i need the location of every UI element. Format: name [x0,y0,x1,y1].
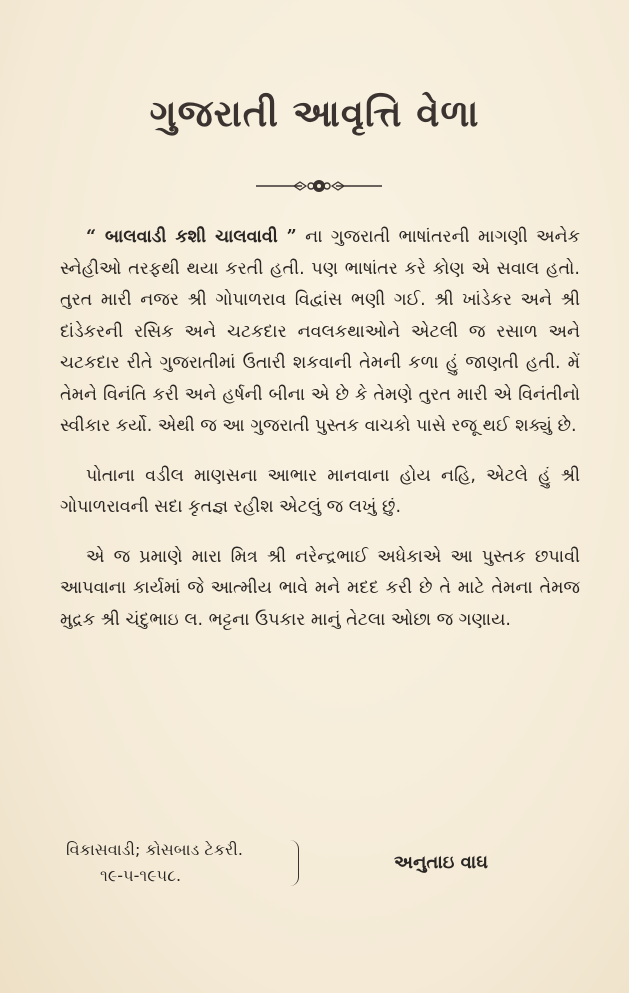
paragraph-3: એ જ પ્રમાણે મારા મિત્ર શ્રી નરેન્દ્રભાઈ અધેકાએ આ પુસ્તક છપાવી આપવાના કાર્યમાં જે આત્મીય ભાવે મને મદદ કરી છે તે માટે તેમના તેમજ મુદ્રક શ્રી ચંદુભાઇ લ. ભટ્ટના ઉપકાર માનું તેટલા ઓછા જ ગણાય. [60,546,580,630]
date-text: ૧૯-૫-૧૯૫૮. [100,866,182,885]
brace-icon [290,840,299,886]
decorative-divider-icon [254,176,384,196]
page-title: ગુજરાતી આવૃત્તિ વેળા [149,92,480,135]
paragraph-2: પોતાના વડીલ માણસના આભાર માનવાના હોય નહિ, એટલે હું શ્રી ગોપાળરાવની સદા કૃતજ્ઞ રહીશ એટલું જ લખું છું. [60,465,580,517]
author-name: અનુતાઇ વાઘ [394,852,488,873]
paragraph-1-text: ના ગુજરાતી ભાષાંતરની માગણી અનેક સ્નેહીઓ તરફથી થયા કરતી હતી. પણ ભાષાંતર કરે કોણ એ સવાલ હતો. તુરત મારી નજર શ્રી ગોપાળરાવ વિદ્વાંસ ભણી ગઈ. શ્રી ખાંડેકર અને શ્રી દાંડેકરની રસિક અને ચટકદાર નવલકથાઓને એટલી જ રસાળ અને ચટકદાર રીતે ગુજરાતીમાં ઉતારી શકવાની તેમની કળા હું જાણતી હતી. મેં તેમને વિનંતિ કરી અને હર્ષની બીના એ છે કે તેમણે તુરત મારી એ વિનંતીનો સ્વીકાર કર્યો. એથી જ આ ગુજરાતી પુસ્તક વાચકો પાસે રજૂ થઈ શક્યું છે. [60,227,581,436]
preface-body [60,222,580,654]
paragraph-1 [60,222,580,443]
signature-block [66,838,566,898]
place-text: વિકાસવાડી; કોસબાડ ટેકરી. [66,840,243,859]
book-title-quote: “ બાલવાડી કશી ચાલવાવી ” [86,227,297,247]
